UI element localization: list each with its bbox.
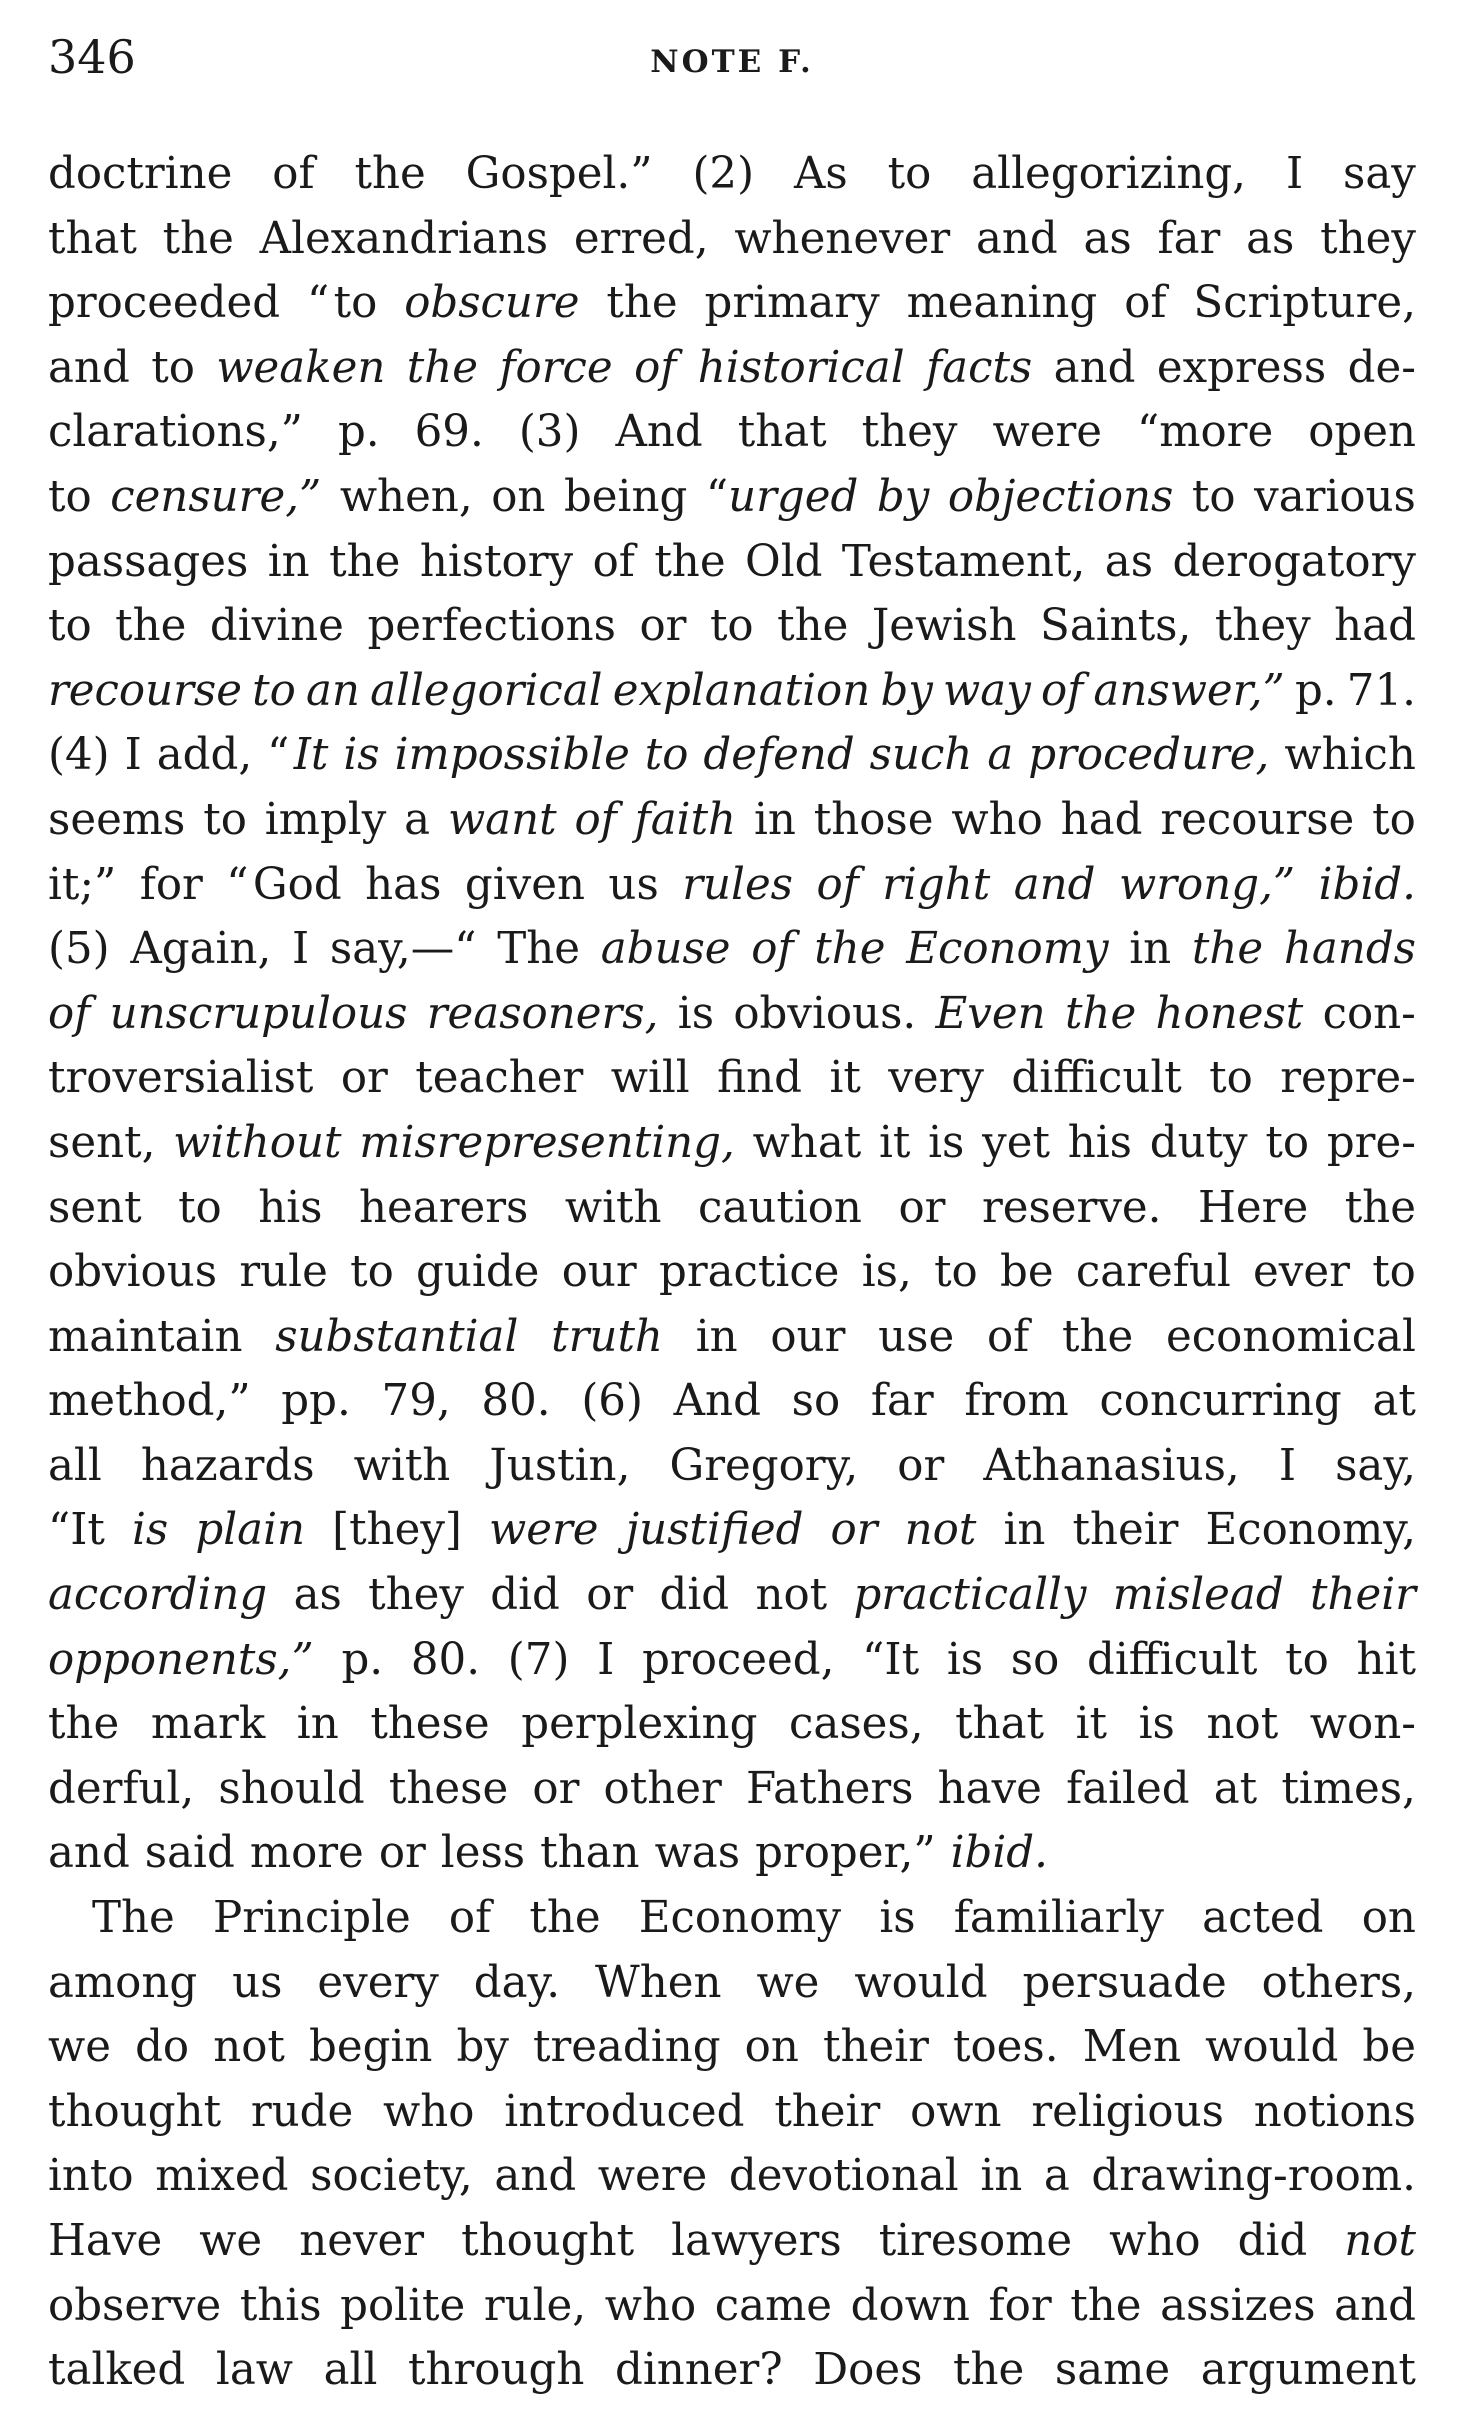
text-line: maintain substantial truth in our use of the economical: [48, 1311, 1416, 1362]
text-line: and to weaken the force of historical facts and express de-: [48, 342, 1416, 393]
text-line: proceeded “ to obscure the primary meaning of Scripture,: [48, 278, 1416, 329]
text-line: it;” for “ God has given us rules of right and wrong,” ibid.: [48, 859, 1416, 910]
text-line: that the Alexandrians erred, whenever and as far as they: [48, 213, 1416, 264]
text-line: among us every day. When we would persuade others,: [48, 1957, 1416, 2008]
text-line: thought rude who introduced their own religious notions: [48, 2086, 1416, 2137]
text-line: (5) Again, I say,—“ The abuse of the Economy in the hands: [48, 924, 1416, 975]
text-line: and said more or less than was proper,” ibid.: [48, 1828, 1048, 1879]
text-line: sent, without misrepresenting, what it is yet his duty to pre-: [48, 1117, 1416, 1168]
text-line: sent to his hearers with caution or reserve. Here the: [48, 1182, 1416, 1233]
text-line: into mixed society, and were devotional in a drawing-room.: [48, 2151, 1416, 2202]
running-head: NOTE F.: [650, 44, 814, 80]
text-line: talked law all through dinner? Does the same argument: [48, 2345, 1416, 2396]
text-line: clarations,” p. 69. (3) And that they were “more open: [48, 407, 1416, 458]
text-line: all hazards with Justin, Gregory, or Athanasius, I say,: [48, 1440, 1416, 1491]
text-line: opponents,” p. 80. (7) I proceed, “It is so difficult to hit: [48, 1634, 1416, 1685]
text-line: recourse to an allegorical explanation by way of answer,” p. 71.: [48, 665, 1416, 716]
text-line: The Principle of the Economy is familiarly acted on: [92, 1893, 1416, 1944]
text-line: passages in the history of the Old Testament, as derogatory: [48, 536, 1416, 587]
text-line: according as they did or did not practically mislead their: [48, 1570, 1416, 1621]
text-line: the mark in these perplexing cases, that it is not won-: [48, 1699, 1416, 1750]
text-line: obvious rule to guide our practice is, to be careful ever to: [48, 1247, 1416, 1298]
text-line: doctrine of the Gospel.” (2) As to allegorizing, I say: [48, 149, 1416, 199]
text-line: method,” pp. 79, 80. (6) And so far from concurring at: [48, 1376, 1416, 1427]
text-line: to censure,” when, on being “urged by objections to various: [48, 471, 1416, 522]
page-header: [48, 30, 1416, 100]
body-text: [48, 142, 1416, 2403]
text-line: troversialist or teacher will find it very difficult to repre-: [48, 1053, 1416, 1104]
text-line: to the divine perfections or to the Jewish Saints, they had: [48, 601, 1416, 652]
text-line: derful, should these or other Fathers have failed at times,: [48, 1763, 1416, 1814]
text-line: “It is plain [they] were justified or not in their Economy,: [48, 1505, 1416, 1556]
text-line: observe this polite rule, who came down for the assizes and: [48, 2280, 1416, 2331]
text-line: of unscrupulous reasoners, is obvious. Even the honest con-: [48, 988, 1416, 1039]
page-number: 346: [48, 30, 136, 84]
text-line: we do not begin by treading on their toes. Men would be: [48, 2022, 1416, 2073]
text-line: seems to imply a want of faith in those who had recourse to: [48, 794, 1416, 845]
text-line: Have we never thought lawyers tiresome who did not: [48, 2216, 1416, 2266]
text-line: (4) I add, “ It is impossible to defend such a procedure, which: [48, 730, 1416, 781]
